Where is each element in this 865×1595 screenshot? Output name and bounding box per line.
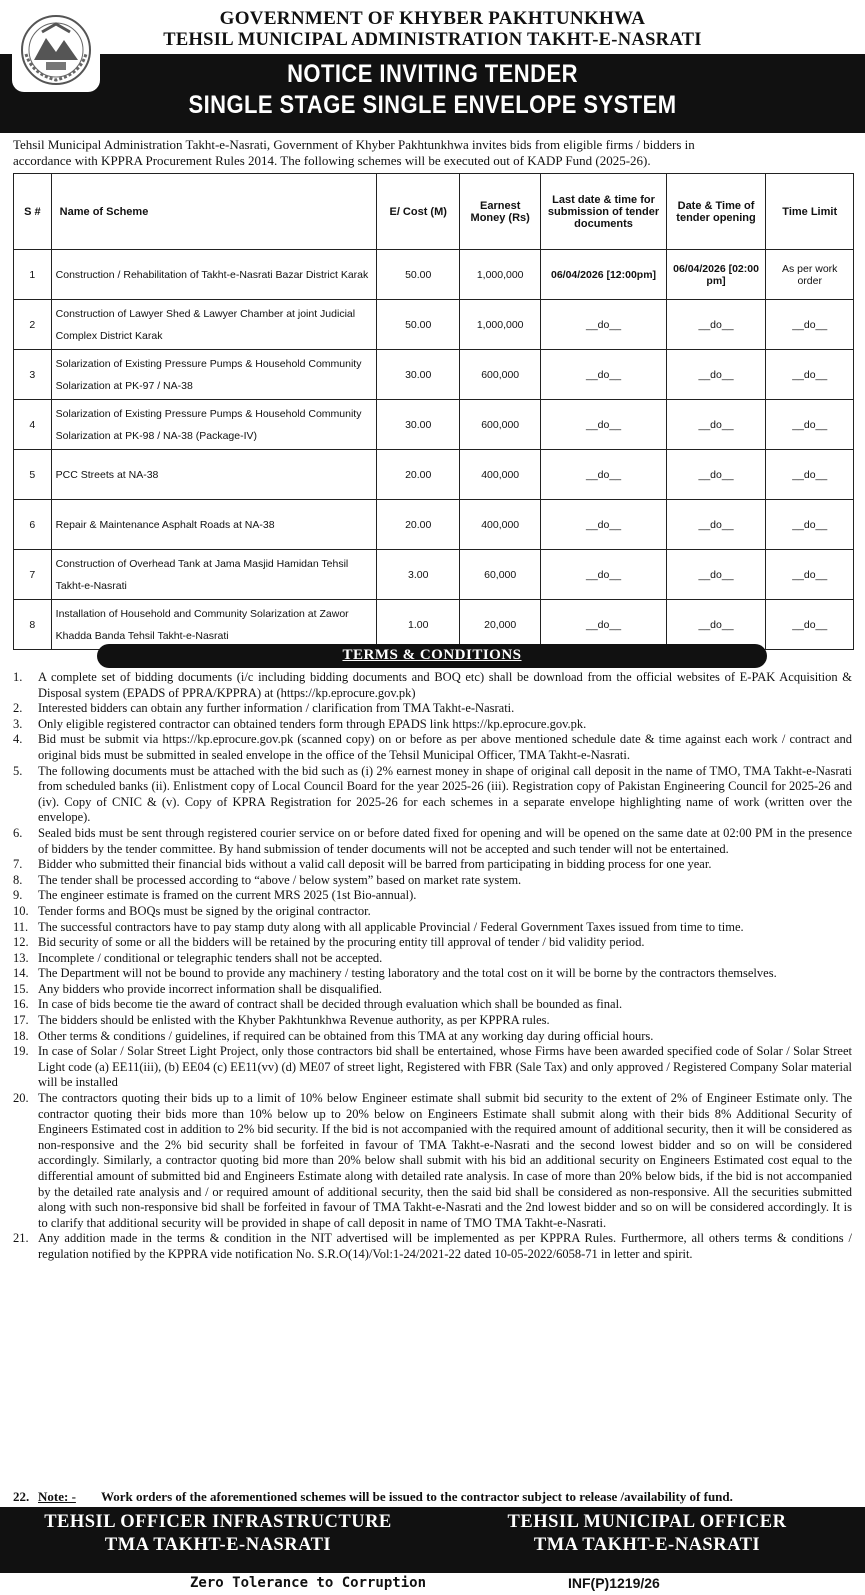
cell-cost: 3.00 (377, 550, 459, 600)
cell-scheme-name: Construction / Rehabilitation of Takht-e-Nasrati Bazar District Karak (51, 250, 377, 300)
table-header-row (14, 174, 854, 250)
cell-limit: __do__ (766, 500, 854, 550)
term-item (0, 1044, 865, 1091)
term-number: 12. (13, 935, 29, 950)
term-number: 8. (13, 872, 23, 887)
signature-left-office: TMA TAKHT-E-NASRATI (104, 1535, 332, 1555)
government-title: GOVERNMENT OF KHYBER PAKHTUNKHWA (219, 8, 646, 29)
table-row (14, 300, 854, 350)
footer-strip (0, 1573, 865, 1595)
signature-right-office: TMA TAKHT-E-NASRATI (533, 1535, 761, 1555)
term-number: 16. (13, 997, 29, 1012)
term-number: 15. (13, 981, 29, 996)
cell-sn: 7 (14, 550, 52, 600)
cell-scheme-name: Construction of Lawyer Shed & Lawyer Chamber at joint Judicial Complex District Karak (51, 300, 377, 350)
term-item (0, 951, 865, 967)
term-text: Sealed bids must be sent through registered courier service on or before dated fixed for opening and will be opened on the same date at 02:00 PM in the presence of bidders by the tender committee. By hand submission of tender documents will not be accepted and such tender will not be entertained. (38, 825, 852, 856)
note-label: Note: - (38, 1489, 76, 1504)
header-earnest: Earnest Money (Rs) (459, 174, 540, 250)
notice-banner (0, 54, 865, 133)
term-number: 9. (13, 888, 23, 903)
header-name: Name of Scheme (51, 174, 377, 250)
cell-limit: As per work order (766, 250, 854, 300)
cell-earnest: 1,000,000 (459, 300, 540, 350)
cell-opening: __do__ (666, 600, 766, 650)
term-item (0, 904, 865, 920)
term-text: The Department will not be bound to provide any machinery / testing laboratory and the total cost on it will be borne by the contractors themselves. (38, 966, 777, 981)
term-item (0, 966, 865, 982)
header-opening: Date & Time of tender opening (666, 174, 766, 250)
cell-sn: 2 (14, 300, 52, 350)
header-sn: S # (14, 174, 52, 250)
cell-earnest: 20,000 (459, 600, 540, 650)
term-text: Incomplete / conditional or telegraphic tenders shall not be accepted. (38, 950, 383, 965)
header-lastdate: Last date & time for submission of tender documents (541, 174, 666, 250)
cell-limit: __do__ (766, 400, 854, 450)
term-item (0, 997, 865, 1013)
cell-earnest: 60,000 (459, 550, 540, 600)
term-item (0, 857, 865, 873)
cell-earnest: 400,000 (459, 500, 540, 550)
cell-scheme-name: Solarization of Existing Pressure Pumps & Household Community Solarization at PK-98 / NA-38 (Package-IV) (51, 400, 377, 450)
notice-subtitle: SINGLE STAGE SINGLE ENVELOPE SYSTEM (188, 91, 677, 119)
term-text: The successful contractors have to pay stamp duty along with all applicable Provincial / Federal Government Taxes issued from time to time. (38, 919, 744, 934)
terms-list (0, 670, 865, 1263)
cell-sn: 8 (14, 600, 52, 650)
table-row (14, 550, 854, 600)
cell-limit: __do__ (766, 550, 854, 600)
term-item (0, 920, 865, 936)
cell-sn: 5 (14, 450, 52, 500)
cell-cost: 1.00 (377, 600, 459, 650)
term-text: Bidder who submitted their financial bids without a valid call deposit will be barred from participating in bidding process for one year. (38, 857, 712, 872)
cell-earnest: 600,000 (459, 400, 540, 450)
cell-sn: 1 (14, 250, 52, 300)
cell-lastdate: __do__ (541, 550, 666, 600)
header-limit: Time Limit (766, 174, 854, 250)
table-row (14, 450, 854, 500)
schemes-table (13, 173, 854, 650)
cell-opening: __do__ (666, 500, 766, 550)
cell-opening: __do__ (666, 350, 766, 400)
term-number: 18. (13, 1028, 29, 1043)
term-item (0, 826, 865, 857)
term-item (0, 888, 865, 904)
term-item (0, 670, 865, 701)
term-number: 20. (13, 1091, 29, 1106)
cell-opening: 06/04/2026 [02:00 pm] (666, 250, 766, 300)
cell-opening: __do__ (666, 400, 766, 450)
term-item (0, 1013, 865, 1029)
tma-title: TEHSIL MUNICIPAL ADMINISTRATION TAKHT-E-NASRATI (163, 30, 702, 50)
table-row (14, 400, 854, 450)
term-text: Bid security of some or all the bidders will be retained by the procuring entity till approval of tender / bid validity period. (38, 935, 645, 950)
cell-cost: 50.00 (377, 250, 459, 300)
term-number: 13. (13, 950, 29, 965)
signature-right-title: TEHSIL MUNICIPAL OFFICER (507, 1512, 787, 1532)
term-number: 21. (13, 1231, 29, 1246)
terms-banner (97, 644, 767, 668)
kp-government-seal-icon (12, 8, 100, 92)
term-text: The following documents must be attached with the bid such as (i) 2% earnest money in shape of original call deposit in the name of TMO, TMA Takht-e-Nasrati from scheduled banks (ii). Enlistment copy of Local Council Board for the year 2025-26 (iii). Registration copy of Pakistan Engineering Council for 2025-26 and (iv). Copy of CNIC & (v). Copy of KPRA Registration for 2025-26 for each schemes in a separate envelope highlighting name of work (written over the envelope). (38, 763, 852, 825)
term-number: 19. (13, 1044, 29, 1059)
term-text: Bid must be submit via https://kp.eprocure.gov.pk (scanned copy) on or before as per above mentioned schedule date & time against each work / contract and original bids must be submitted in sealed envelope in the office of the Tehsil Municipal Officer, TMA Takht-e-Nasrati. (38, 732, 852, 762)
cell-cost: 30.00 (377, 350, 459, 400)
slogan: Zero Tolerance to Corruption (190, 1575, 427, 1591)
term-item (0, 764, 865, 826)
header-cost: E/ Cost (M) (377, 174, 459, 250)
term-number: 3. (13, 716, 23, 731)
term-text: Tender forms and BOQs must be signed by the original contractor. (38, 903, 371, 918)
cell-cost: 20.00 (377, 450, 459, 500)
term-number: 7. (13, 857, 23, 872)
terms-title: TERMS & CONDITIONS (342, 647, 522, 663)
cell-lastdate: __do__ (541, 500, 666, 550)
term-text: The engineer estimate is framed on the current MRS 2025 (1st Bio-annual). (38, 888, 417, 903)
term-text: Any addition made in the terms & condition in the NIT advertised will be implemented as per KPPRA Rules. Furthermore, all others terms & conditions / regulation notified by the KPPRA vide notification No. S.R.O(14)/Vol:1-24/2021-22 dated 10-05-2022/6058-71 in letter and spirit. (38, 1231, 852, 1261)
cell-lastdate: __do__ (541, 400, 666, 450)
cell-sn: 4 (14, 400, 52, 450)
cell-cost: 30.00 (377, 400, 459, 450)
note-text: Work orders of the aforementioned schemes will be issued to the contractor subject to release /availability of fund. (101, 1489, 733, 1504)
cell-scheme-name: Installation of Household and Community Solarization at Zawor Khadda Banda Tehsil Takht-e-Nasrati (51, 600, 377, 650)
term-text: A complete set of bidding documents (i/c including bidding documents and BOQ etc) shall be download from the official websites of E-PAK Acquisition & Disposal system (EPADS of PPRA/KPPRA) at (https://kp.eprocure.gov.pk) (38, 670, 852, 700)
cell-limit: __do__ (766, 350, 854, 400)
term-number: 4. (13, 732, 23, 747)
term-item (0, 1029, 865, 1045)
term-number: 6. (13, 825, 23, 840)
intro-line-2: accordance with KPPRA Procurement Rules 2014. The following schemes will be executed out of KADP Fund (2025-26). (13, 153, 651, 168)
reference-number: INF(P)1219/26 (568, 1575, 660, 1591)
term-text: In case of bids become tie the award of contract shall be decided through evaluation which shall be bounded as final. (38, 997, 623, 1012)
intro-paragraph (13, 137, 853, 169)
note-number: 22. (13, 1489, 30, 1504)
term-item (0, 1091, 865, 1231)
cell-opening: __do__ (666, 550, 766, 600)
term-number: 2. (13, 701, 23, 716)
term-item (0, 717, 865, 733)
term-text: In case of Solar / Solar Street Light Project, only those contractors bid shall be entertained, whose Firms have been awarded specified code of Solar / Solar Street Light code (a) EE11(iii), (b) EE04 (c) EE11(vv) (d) ME07 of street light, Registered with FBR (Sale Tax) and only approved / Registered Company Solar material will be installed (38, 1044, 852, 1090)
term-text: The contractors quoting their bids up to a limit of 10% below Engineer estimate shall submit bid security to the extent of 2% of Engineer Estimate only. The contractor quoting their bids more than 10% below up to 20% below on Engineers Estimate shall submit along with their bids 8% Additional Security of Engineers Estimated cost in addition to 2% bid security. If the bid is not accompanied with the required amount of additional security, then it will be considered as non-responsive and the 2% bid security shall be forfeited in favour of TMA Takht-e-Nasrati and the second lowest bidder and so on will be considered accordingly. Similarly, a contractor quoting bid more than 20% below shall submit with his bid an additional security on Engineers Estimated cost equal to the differential amount of submitted bid and Engineers Estimate along with detailed rate analysis. In case of more than 20% below bids, if the bid is not accompanied by the detailed rate analysis and / or required amount of additional security, then the said bid shall be considered as non-responsive. All the securities submitted along with such non-responsive bid shall be forfeited in favour of TMA Takht-e-Nasrati and the 2nd lowest bidder and so on will be considered accordingly. It is to clarify that additional security will be provided in shape of call deposit in name of TMO TMA Takht-e-Nasrati. (38, 1091, 852, 1230)
table-row (14, 600, 854, 650)
term-item (0, 935, 865, 951)
cell-scheme-name: PCC Streets at NA-38 (51, 450, 377, 500)
cell-sn: 6 (14, 500, 52, 550)
term-item (0, 732, 865, 763)
term-text: Only eligible registered contractor can obtained tenders form through EPADS link https://kp.eprocure.gov.pk. (38, 716, 587, 731)
cell-earnest: 400,000 (459, 450, 540, 500)
term-item (0, 873, 865, 889)
cell-earnest: 600,000 (459, 350, 540, 400)
cell-lastdate: 06/04/2026 [12:00pm] (541, 250, 666, 300)
table-row (14, 500, 854, 550)
term-number: 5. (13, 763, 23, 778)
cell-lastdate: __do__ (541, 300, 666, 350)
notice-title: NOTICE INVITING TENDER (287, 60, 578, 88)
cell-scheme-name: Solarization of Existing Pressure Pumps & Household Community Solarization at PK-97 / NA-38 (51, 350, 377, 400)
term-text: Interested bidders can obtain any further information / clarification from TMA Takht-e-Nasrati. (38, 701, 515, 716)
cell-lastdate: __do__ (541, 450, 666, 500)
cell-cost: 50.00 (377, 300, 459, 350)
cell-limit: __do__ (766, 600, 854, 650)
intro-line-1: Tehsil Municipal Administration Takht-e-Nasrati, Government of Khyber Pakhtunkhwa invites bids from eligible firms / bidders in (13, 137, 695, 152)
cell-limit: __do__ (766, 450, 854, 500)
table-row (14, 350, 854, 400)
term-item (0, 982, 865, 998)
term-item (0, 1231, 865, 1262)
term-number: 10. (13, 903, 29, 918)
term-number: 1. (13, 670, 23, 684)
cell-limit: __do__ (766, 300, 854, 350)
cell-sn: 3 (14, 350, 52, 400)
cell-opening: __do__ (666, 450, 766, 500)
term-number: 11. (13, 919, 29, 934)
cell-lastdate: __do__ (541, 600, 666, 650)
cell-lastdate: __do__ (541, 350, 666, 400)
term-text: The tender shall be processed according to “above / below system” based on market rate system. (38, 872, 522, 887)
term-text: The bidders should be enlisted with the Khyber Pakhtunkhwa Revenue authority, as per KPPRA rules. (38, 1013, 550, 1028)
term-number: 14. (13, 966, 29, 981)
cell-opening: __do__ (666, 300, 766, 350)
cell-scheme-name: Construction of Overhead Tank at Jama Masjid Hamidan Tehsil Takht-e-Nasrati (51, 550, 377, 600)
term-number: 17. (13, 1013, 29, 1028)
government-seal-logo (12, 8, 100, 92)
signature-left-title: TEHSIL OFFICER INFRASTRUCTURE (44, 1512, 392, 1532)
term-item (0, 701, 865, 717)
table-row (14, 250, 854, 300)
cell-scheme-name: Repair & Maintenance Asphalt Roads at NA-38 (51, 500, 377, 550)
cell-cost: 20.00 (377, 500, 459, 550)
cell-earnest: 1,000,000 (459, 250, 540, 300)
term-text: Other terms & conditions / guidelines, if required can be obtained from this TMA at any working day during official hours. (38, 1028, 654, 1043)
term-text: Any bidders who provide incorrect information shall be disqualified. (38, 981, 383, 996)
